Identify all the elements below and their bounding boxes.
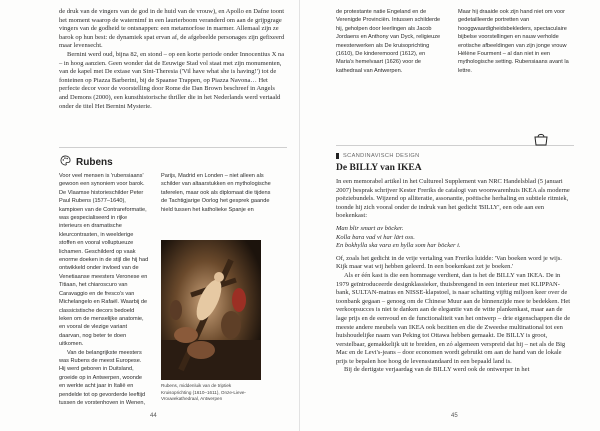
painting-caption: Rubens, middenluik van de triptiek Kruisoprichting (1610–1611), Onze-Lieve-Vrouwekathedraal, Antwerpen	[161, 383, 246, 402]
article-title: De BILLY van IKEA	[336, 163, 422, 173]
article-paragraph-2: Of, zoals het gedicht in de vrije vertaling van Freriks luidde: 'Van boeken word je wijs. Kijk maar wat wij hebben geleerd. In een boekenkast zet je boeken.'	[336, 254, 562, 271]
left-top-text	[59, 8, 285, 111]
rubens-column-2	[161, 172, 271, 214]
kicker-marker-icon	[336, 153, 339, 159]
left-top-paragraph-1: de druk van de vingers van de god in de huid van de vrouw), en Apollo en Dafne toont het moment waarop de waternimf in een laurierboom veranderd om aan de grijpgrage vingers van de godheid te ontsnappen: een metamorfose in marmer. Allemaal zijn ze barok op hun best: de dynamiek spat ervan af, de afgebeelde personages zijn gefixeerd maar levensecht.	[59, 8, 285, 50]
poem-line-1: Man blir smart av böcker.	[336, 224, 404, 232]
right-top-col1-text: de protestante natie Engeland en de Verenigde Provinciën. Intussen schilderde hij, geholpen door leerlingen als Jacob Jordaens en Anthony van Dyck, religieuze meesterwerken als De kruisoprichting (1610), De kinderemoord (1612), en Maria's hemelvaart (1626) voor de kathedraal van Antwerpen.	[336, 9, 441, 74]
right-top-col2-text: Maar hij draaide ook zijn hand niet om voor gedetailleerde portretten van hooggwaardigheidsbekleders, spectaculaire bijbelse voorstellingen en nauw verholde erotische afbeeldingen van zijn jonge vrouw Hélène Fourment – al dan niet in een mythologische setting. Rubensiaans avant la lettre.	[458, 9, 569, 74]
right-top-column-1	[336, 8, 441, 75]
rubens-column-1	[59, 172, 149, 407]
section-kicker	[336, 153, 420, 159]
section-divider	[59, 147, 287, 148]
poem-line-3: En bokhylla ska vara en hylla som har böcker i.	[336, 242, 461, 250]
poem-block	[336, 225, 574, 251]
right-top-column-2	[458, 8, 570, 75]
left-top-paragraph-2: Bernini werd oud, bijna 82, en stond – op een korte periode onder Innocentius X na – in hoog aanzien. Geen wonder dat de Eeuwige Stad vol staat met zijn monumenten, van de kapel met De extase van Sint-Theresia ('Vil have what she is having!') tot de fonteinen op Piazza Barberini, bij de Spaanse Trappen, op Piazza Navona… Het perfecte decor voor de voorstelling door Rome die Dan Brown beschreef in Angels and Demons (2000), een kunsthistorische thriller die in het Nederlands werd vertaald onder de titel Het Bernini Mysterie.	[59, 50, 285, 110]
section-heading	[60, 155, 113, 169]
page-number-left: 44	[150, 413, 157, 419]
rubens-col2-paragraph: Parijs, Madrid en Londen – niet alleen als schilder van altaarstukken en mythologische taferelen, maar ook als diplomaat die tijdens de Tachtigjarige Oorlog het gesprek gaande hield tussen het katholieke Spanje en	[161, 173, 271, 213]
rubens-painting	[161, 240, 261, 380]
kicker-label: SCANDINAVISCH DESIGN	[343, 153, 420, 159]
rubens-col1-paragraph-2: Van de belangrijkste meesters was Rubens de meest Europese. Hij werd geboren in Duitsland, groeide op in Antwerpen, woonde en werkte acht jaar in Italië en pendelde tot op gevorderde leeftijd tussen de vorstenhoven in Wenen,	[59, 349, 146, 406]
palette-icon	[60, 155, 71, 169]
article-paragraph-3: Als er één kast is die een hommage verdient, dan is het de BILLY van IKEA. De in 1979 geïntroduceerde designklassieker, thuisbrengend in een interieur met KLIPPAN-bank, SULTAN-matras en NISSE-klapstoel, is naar schatting vijftig miljoen keer over de toonbank gegaan – genoeg om de Chinese Muur aan de binnenzijde mee te bedekken. Het verkoopsucces is niet te danken aan de elegantie van de witte plankenkast, maar aan de lage prijs en de eenvoud en de functionaliteit van het ontwerp – drie eigenschappen die de meeste andere meubels van IKEA ook bezitten en die de Zweedse multinational tot een huishoudelijke naam van Peking tot Ottawa hebben gemaakt. De BILLY is groot, verstelbaar, gemakkelijk uit te breiden, en zó algemeen verspreid dat hij – net als de Big Mac en de Levi's-jeans – door economen wordt gebruikt om aan de hand van de lokale prijs te bepalen hoe hoog de levensstandaard in een bepaald land is.	[336, 271, 571, 365]
article-paragraph-4: Bij de dertigste verjaardag van de BILLY werd ook de ontwerper in het	[344, 366, 530, 374]
bag-icon	[533, 131, 549, 151]
article-intro: In een memorabel artikel in het Cultureel Supplement van NRC Handelsblad (5 januari 2007) besprak schrijver Kester Freriks de catalogi van woonwarenhuis IKEA als moderne poëziebundels. Wijzend op alliteratie, assonantie, poëtische herhaling en subtiele ritmiek, toonde hij zich vooral onder de indruk van het gedicht 'BILLY', een ode aan een boekenkast:	[336, 178, 570, 220]
ikea-article-body	[336, 178, 574, 375]
rubens-col1-paragraph: Voor veel mensen is 'rubensiaans' gewoon een synoniem voor barok. De Vlaamse historieschilder Peter Paul Rubens (1577–1640), kampioen van de Contrareformatie, was gespecialiseerd in rijke interieurs en dramatische kleurcontrasten, in weelderige stoffen en vooral volluptueuze lichamen. Geschilderd op vaak enorme doeken in de stijl die hij had ontwikkeld onder invloed van de Venetiaanse meesters Veronese en Titiaan, het chiaroscuro van Caravaggio en de fresco's van Michelangelo en Rafaël. Waarbij de classicistische decors bedoeld leken om de menselijke anatomie, en vooral de vlezige variant daarvan, nog beter te doen uitkomen.	[59, 173, 149, 348]
poem-line-2: Kolla bara vad vi har lärt oss.	[336, 233, 415, 241]
section-title: Rubens	[76, 156, 113, 168]
page-number-right: 45	[451, 413, 458, 419]
